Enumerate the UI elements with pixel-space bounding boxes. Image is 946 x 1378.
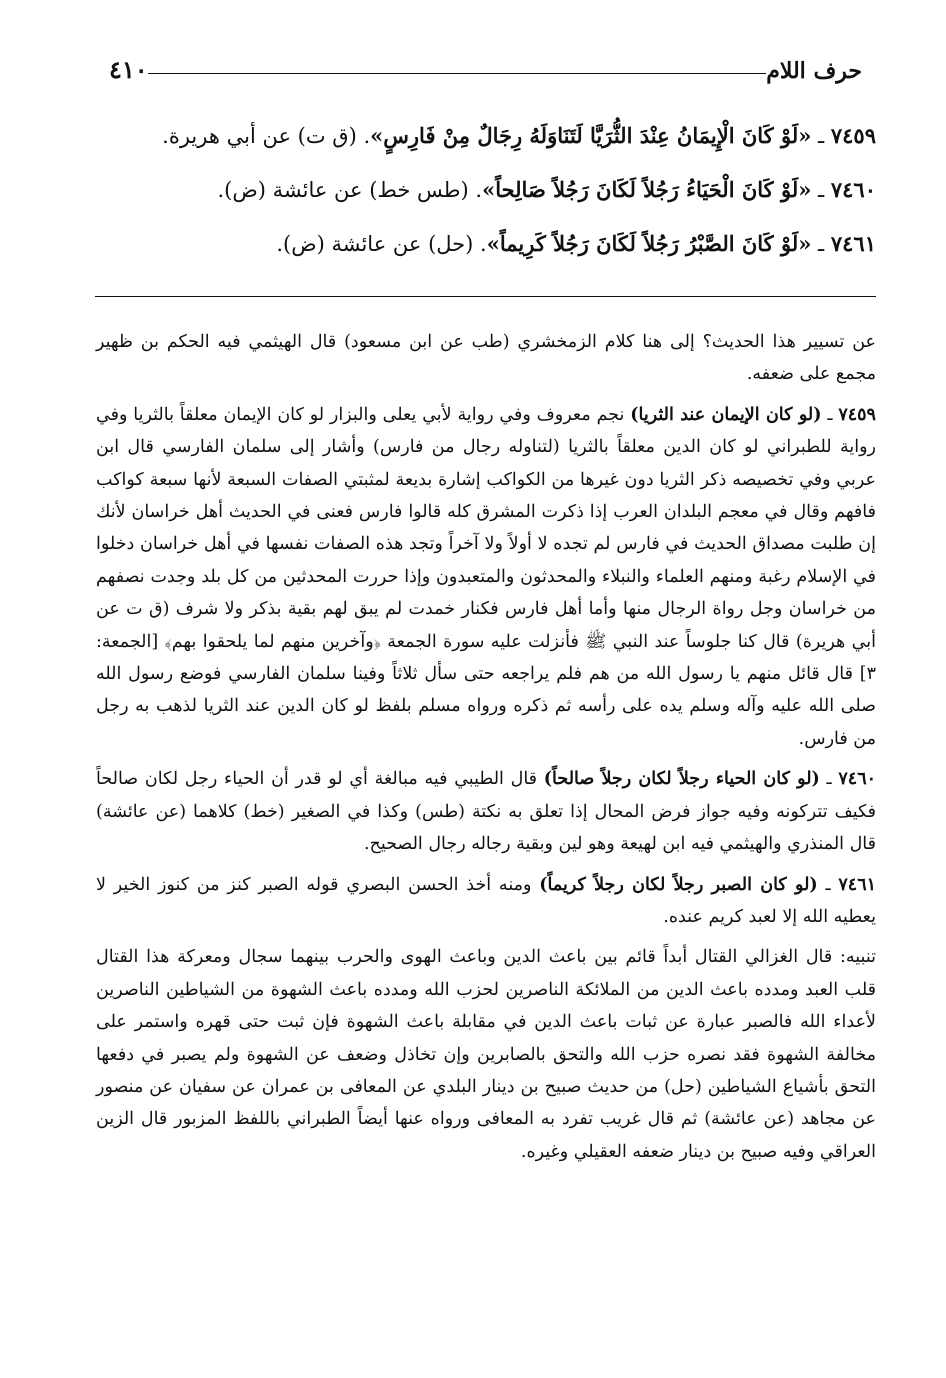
note-text: قال الطيبي فيه مبالغة أي لو قدر أن الحياء رجل لكان صالحاً فكيف تتركونه وفيه جواز فرض المحال إذا تعلق به نكتة (طس) وكذا في الصغير (خط) كلاهما (عن عائشة) قال المنذري والهيثمي فيه ابن لهيعة وهو لين وبقية رجاله رجال الصحيح. xyxy=(96,769,876,855)
commentary-note: ٧٤٦٠ ـ (لو كان الحياء رجلاً لكان رجلاً صالحاً) قال الطيبي فيه مبالغة أي لو قدر أن الحياء رجل لكان صالحاً فكيف تتركونه وفيه جواز فرض المحال إذا تعلق به نكتة (طس) وكذا في الصغير (خط) كلاهما (عن عائشة) قال المنذري والهيثمي فيه ابن لهيعة وهو لين وبقية رجاله رجال الصحيح. xyxy=(96,769,876,855)
note-text: نجم معروف وفي رواية لأبي يعلى والبزار لو كان الإيمان معلقاً بالثريا وفي رواية للطبراني لو كان الدين معلقاً بالثريا (لتناوله رجال من فارس) وأشار إلى سلمان الفارسي قال ابن عربي وفي تخصيصه ذكر الثريا دون غيرها من الكواكب إشارة بديعة لمثبتي الصفات السبعة لأنها سبعة كواكب فافهم وقال في معجم البلدان العرب إذا ذكرت المشرق كله قالوا فارس فعنى في الحديث أهل خراسان لأنك إن طلبت مصداق الحديث في فارس لم تجده لا أولاً ولا آخراً وتجد هذه الصفات نفسها في أهل خراسان دخلوا في الإسلام رغبة ومنهم العلماء والنبلاء والمحدثون والمتعبدون وإذا حررت المحدثين من كل بلد وجدت نصفهم من خراسان وجل رواة الرجال منها وأما أهل فارس فكنار خمدت لم يبق لهم بقية بذكر ولا شرف (ق ت عن أبي هريرة) قال كنا جلوساً عند النبي ﷺ فأنزلت عليه سورة الجمعة ﴿وآخرين منهم لما يلحقوا بهم﴾ [الجمعة: ٣] قال قائل منهم يا رسول الله من هم فلم يراجعه حتى سأل ثلاثاً وفينا سلمان الفارسي فوضع رسول الله صلى الله عليه وآله وسلم يده على رأسه ثم ذكره ورواه مسلم بلفظ لو كان الدين عند الثريا لذهب به رجل من فارس. xyxy=(96,404,876,749)
commentary-intro: عن تسيير هذا الحديث؟ إلى هنا كلام الزمخشري (طب عن ابن مسعود) قال الهيثمي فيه الحكم بن ظهير مجمع على ضعفه. xyxy=(96,332,876,385)
hadith-source: . (ق ت) عن أبي هريرة. xyxy=(162,124,371,148)
note-number: ٧٤٥٩ xyxy=(838,404,876,425)
hadith-source: . (طس خط) عن عائشة (ض). xyxy=(217,178,483,202)
note-text: ومنه أخذ الحسن البصري قوله الصبر كنز من كنوز الخير لا يعطيه الله إلا لعبد كريم عنده. xyxy=(96,874,876,927)
note-number: ٧٤٦٠ xyxy=(838,769,876,790)
note-lemma: (لو كان الصبر رجلاً لكان رجلاً كريماً) xyxy=(539,874,818,895)
tanbih-note xyxy=(96,941,876,1168)
note-lemma: (لو كان الحياء رجلاً لكان رجلاً صالحاً) xyxy=(543,769,820,790)
chapter-title: حرف اللام xyxy=(766,58,862,84)
hadith-text: «لَوْ كَانَ الصَّبْرُ رَجُلاً لَكَانَ رَجُلاً كَرِيماً» xyxy=(486,231,812,256)
tanbih-label: تنبيه: xyxy=(839,947,876,968)
hadith-entry: ٧٤٥٩ ـ «لَوْ كَانَ الْإِيمَانُ عِنْدَ الثُّرَيَّا لَتَنَاوَلَهُ رِجَالٌ مِنْ فَارِسٍ». (ق ت) عن أبي هريرة. xyxy=(162,123,876,148)
page-number: ٤١٠ xyxy=(109,55,148,84)
hadith-entry: ٧٤٦٠ ـ «لَوْ كَانَ الْحَيَاءُ رَجُلاً لَكَانَ رَجُلاً صَالِحاً». (طس خط) عن عائشة (ض). xyxy=(217,177,876,202)
hadith-source: . (حل) عن عائشة (ض). xyxy=(276,232,487,256)
hadith-entry: ٧٤٦١ ـ «لَوْ كَانَ الصَّبْرُ رَجُلاً لَكَانَ رَجُلاً كَرِيماً». (حل) عن عائشة (ض). xyxy=(276,231,876,256)
page-header xyxy=(95,44,876,84)
commentary-note: ٧٤٦١ ـ (لو كان الصبر رجلاً لكان رجلاً كريماً) ومنه أخذ الحسن البصري قوله الصبر كنز من كنوز الخير لا يعطيه الله إلا لعبد كريم عنده. xyxy=(96,874,877,927)
note-number: ٧٤٦١ xyxy=(838,874,877,895)
commentary-section xyxy=(96,326,876,1176)
hadith-section xyxy=(100,112,876,274)
hadith-number: ٧٤٦٠ xyxy=(830,177,876,202)
note-lemma: (لو كان الإيمان عند الثريا) xyxy=(630,404,822,425)
section-divider xyxy=(95,296,876,297)
tanbih-text: قال الغزالي القتال أبداً قائم بين باعث الدين وباعث الهوى والحرب بينهما سجال ومعركة هذا القتال قلب العبد ومدده باعث الدين من الملائكة الناصرين لحزب الله ومدده باعث الشهوة من الشياطين الناصرين لأعداء الله فالصبر عبارة عن ثبات باعث الدين في مقابلة باعث الشهوة فإن ثبت حتى قهره واستمر على مخالفة الشهوة فقد نصره حزب الله والتحق بالصابرين وإن تخاذل وضعف عن الشهوة ولم يصبر في دفعها التحق بأشياع الشياطين (حل) من حديث صبيح بن دينار البلدي عن المعافى بن عمران عن سفيان عن منصور عن مجاهد (عن عائشة) ثم قال غريب تفرد به المعافى ورواه عنها أيضاً الطبراني باللفظ المزبور قال الزين العراقي وفيه صبيح بن دينار ضعفه العقيلي وغيره. xyxy=(96,947,876,1162)
hadith-text: «لَوْ كَانَ الْحَيَاءُ رَجُلاً لَكَانَ رَجُلاً صَالِحاً» xyxy=(482,177,812,202)
header-rule xyxy=(148,73,767,74)
commentary-note: ٧٤٥٩ ـ (لو كان الإيمان عند الثريا) نجم معروف وفي رواية لأبي يعلى والبزار لو كان الإيمان معلقاً بالثريا وفي رواية للطبراني لو كان الدين معلقاً بالثريا (لتناوله رجال من فارس) وأشار إلى سلمان الفارسي قال ابن عربي وفي تخصيصه ذكر الثريا دون غيرها من الكواكب إشارة بديعة لمثبتي الصفات السبعة لأنها سبعة كواكب فافهم وقال في معجم البلدان العرب إذا ذكرت المشرق كله قالوا فارس فعنى في الحديث أهل خراسان لأنك إن طلبت مصداق الحديث في فارس لم تجده لا أولاً ولا آخراً وتجد هذه الصفات نفسها في أهل خراسان دخلوا في الإسلام رغبة ومنهم العلماء والنبلاء والمحدثون والمتعبدون وإذا حررت المحدثين من كل بلد وجدت نصفهم من خراسان وجل رواة الرجال منها وأما أهل فارس فكنار خمدت لم يبق لهم بقية بذكر ولا شرف (ق ت عن أبي هريرة) قال كنا جلوساً عند النبي ﷺ فأنزلت عليه سورة الجمعة ﴿وآخرين منهم لما يلحقوا بهم﴾ [الجمعة: ٣] قال قائل منهم يا رسول الله من هم فلم يراجعه حتى سأل ثلاثاً وفينا سلمان الفارسي فوضع رسول الله صلى الله عليه وآله وسلم يده على رأسه ثم ذكره ورواه مسلم بلفظ لو كان الدين عند الثريا لذهب به رجل من فارس. xyxy=(96,404,876,749)
hadith-number: ٧٤٥٩ xyxy=(830,123,876,148)
hadith-number: ٧٤٦١ xyxy=(830,231,876,256)
hadith-text: «لَوْ كَانَ الْإِيمَانُ عِنْدَ الثُّرَيَّا لَتَنَاوَلَهُ رِجَالٌ مِنْ فَارِسٍ» xyxy=(370,123,812,148)
